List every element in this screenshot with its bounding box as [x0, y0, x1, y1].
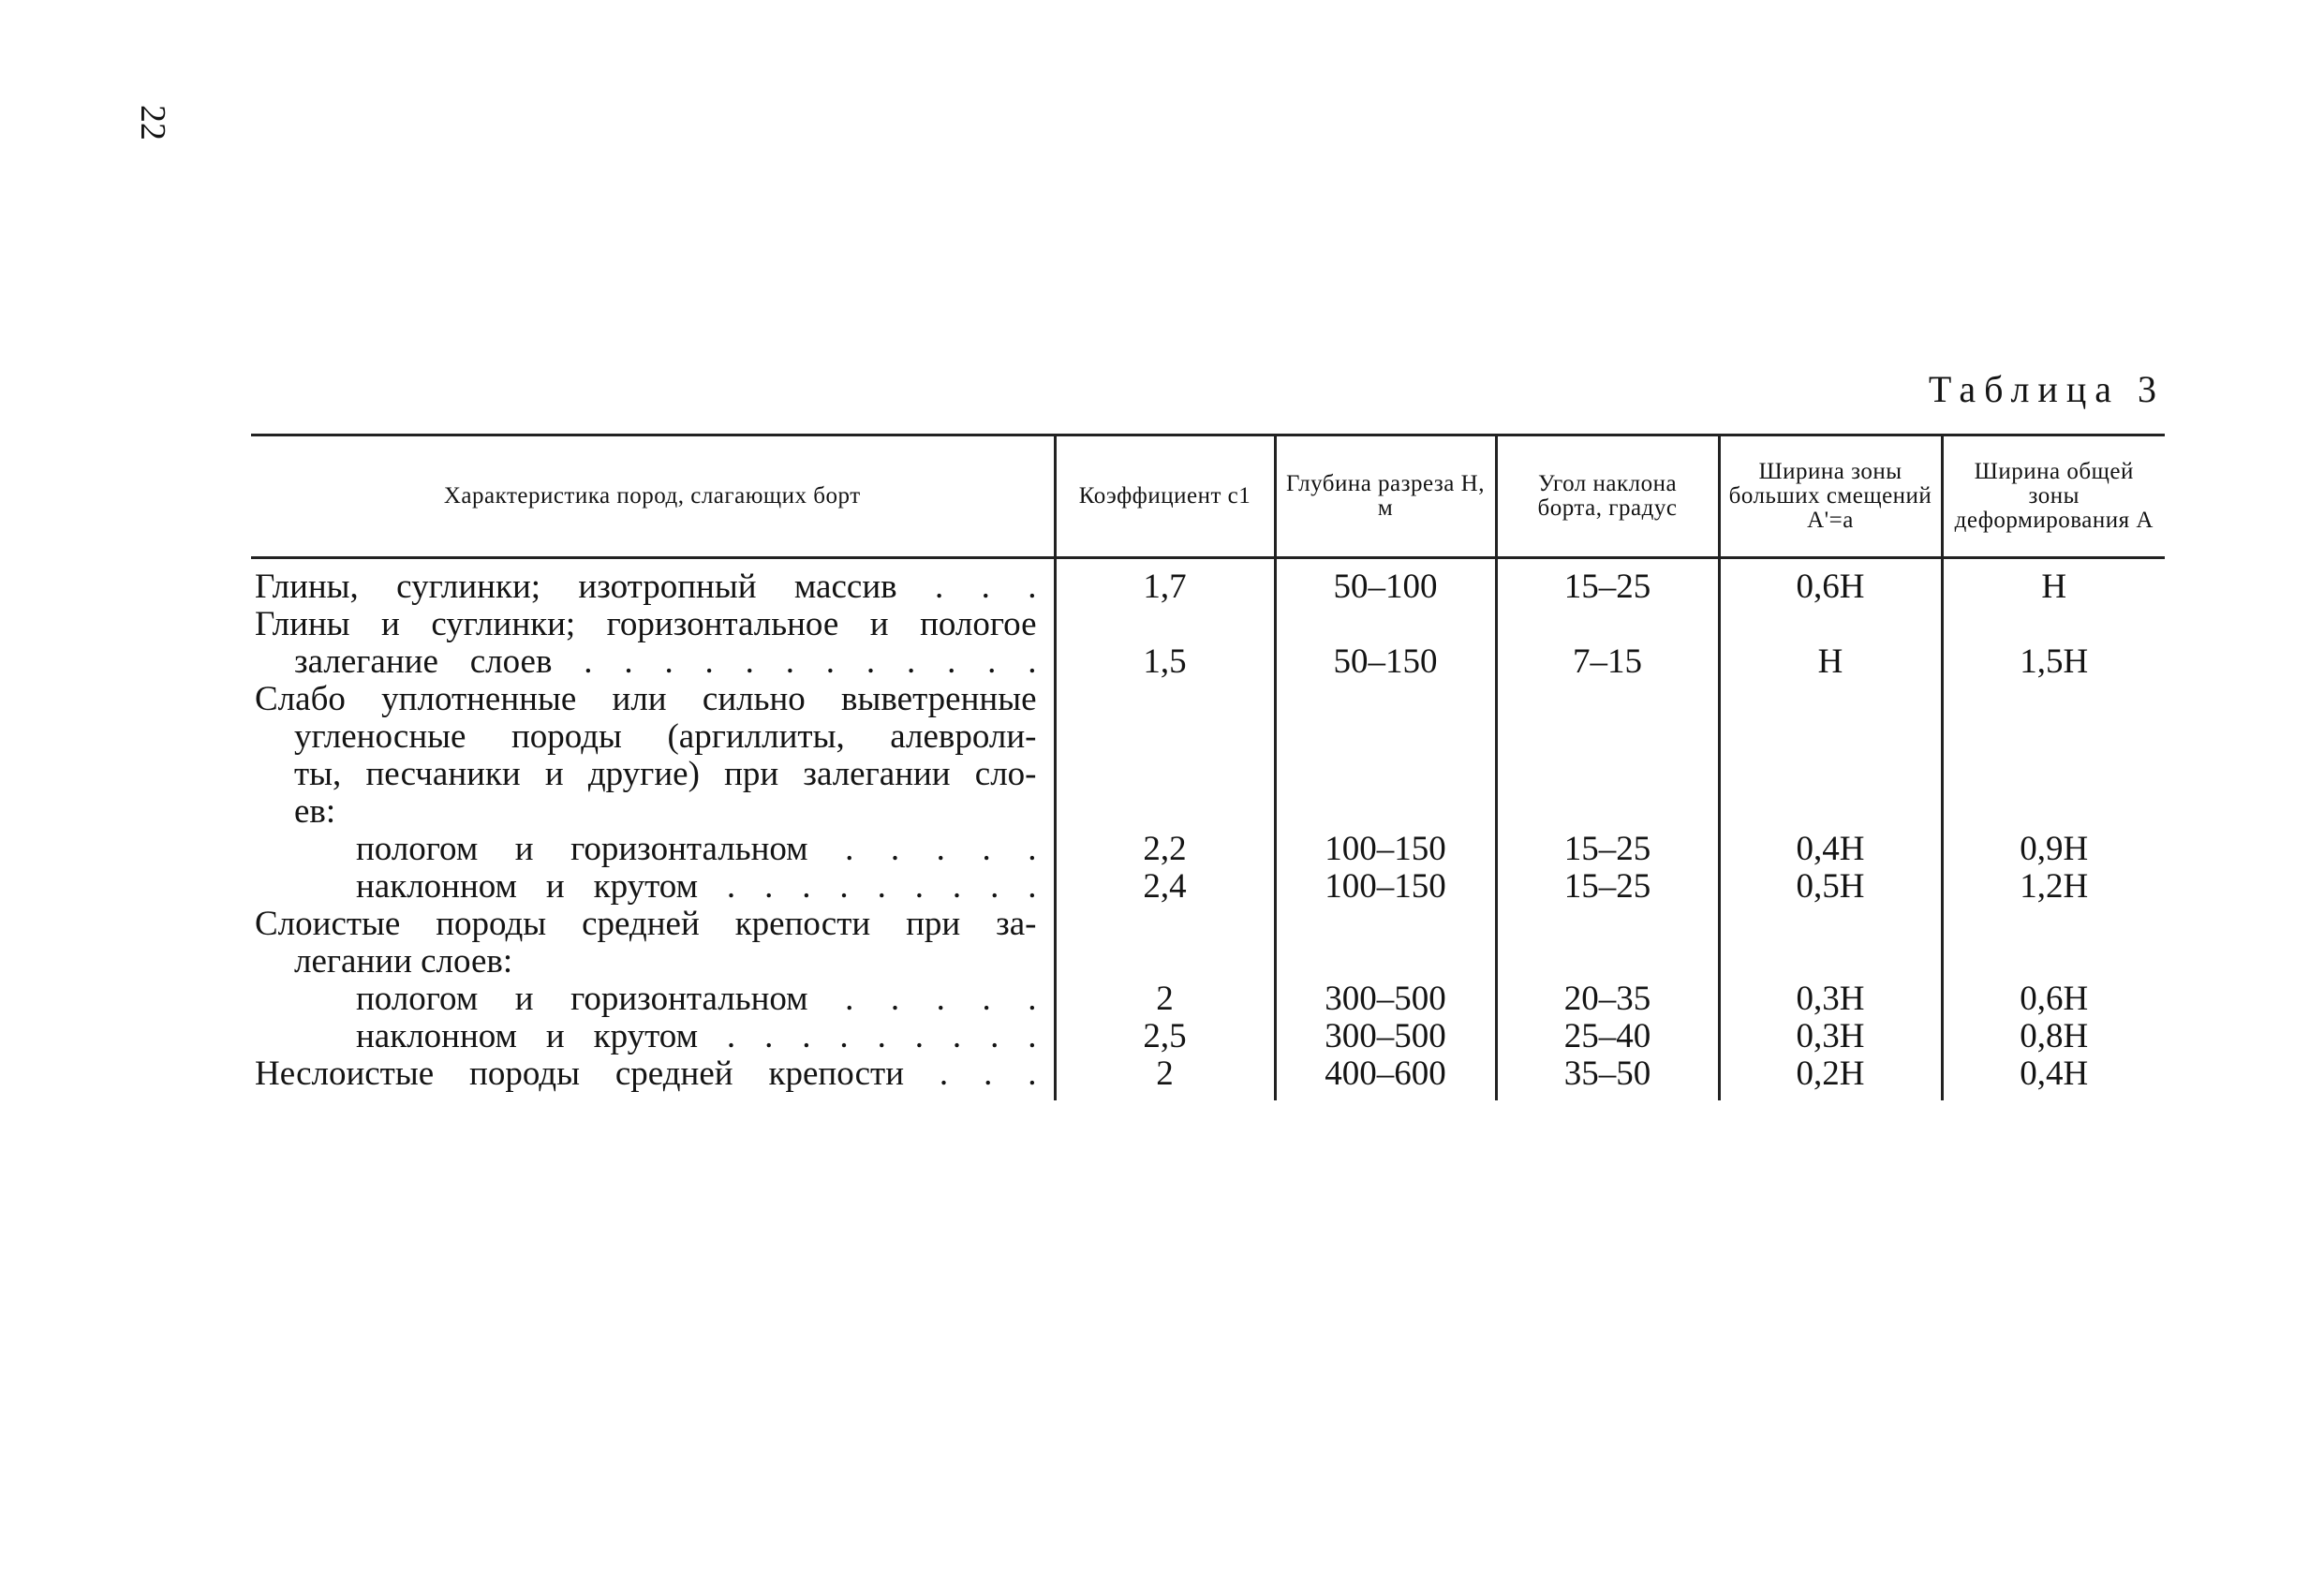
cell-depth: 50–100	[1275, 558, 1496, 607]
description-line: пологом и горизонтальном . . . . .	[356, 830, 1037, 868]
description-line: пологом и горизонтальном . . . . .	[356, 980, 1037, 1018]
cell-total-deformation: 1,5Н	[1942, 606, 2165, 681]
header-large-displacement-zone: Ширина зоны больших смещений А'=а	[1719, 435, 1942, 558]
cell-coefficient: 1,7	[1055, 558, 1275, 607]
cell-depth	[1275, 906, 1496, 981]
description-line: угленосные породы (аргиллиты, алевроли-	[294, 717, 1037, 756]
cell-total-deformation: 0,6Н	[1942, 981, 2165, 1018]
cell-total-deformation: Н	[1942, 558, 2165, 607]
cell-angle: 15–25	[1496, 831, 1719, 868]
description-line: ты, песчаники и другие) при залегании сло-	[294, 755, 1037, 793]
table-row	[251, 906, 2165, 981]
cell-angle	[1496, 906, 1719, 981]
description-line: Глины и суглинки; горизонтальное и пологое	[255, 605, 1037, 643]
description-line: наклонном и крутом . . . . . . . . .	[356, 1017, 1037, 1055]
cell-total-deformation: 0,8Н	[1942, 1018, 2165, 1055]
table-row	[251, 831, 2165, 868]
table-header-row	[251, 435, 2165, 558]
cell-total-deformation: 0,4Н	[1942, 1055, 2165, 1100]
description-line: Неслоистые породы средней крепости . . .	[255, 1055, 1037, 1093]
cell-coefficient: 2,4	[1055, 868, 1275, 906]
cell-large-displacement: 0,5Н	[1719, 868, 1942, 906]
cell-angle: 20–35	[1496, 981, 1719, 1018]
cell-coefficient	[1055, 906, 1275, 981]
cell-large-displacement: 0,3Н	[1719, 981, 1942, 1018]
header-slope-angle: Угол наклона борта, градус	[1496, 435, 1719, 558]
table-row	[251, 558, 2165, 607]
table-row	[251, 606, 2165, 681]
cell-coefficient: 2	[1055, 981, 1275, 1018]
cell-total-deformation	[1942, 906, 2165, 981]
header-coefficient: Коэффициент с1	[1055, 435, 1275, 558]
cell-total-deformation	[1942, 681, 2165, 831]
header-total-deformation-zone: Ширина общей зоны деформирования А	[1942, 435, 2165, 558]
row-description	[251, 558, 1055, 607]
cell-depth: 100–150	[1275, 868, 1496, 906]
cell-angle	[1496, 681, 1719, 831]
row-description	[251, 906, 1055, 981]
cell-total-deformation: 1,2Н	[1942, 868, 2165, 906]
row-description	[251, 681, 1055, 831]
table-row	[251, 1055, 2165, 1100]
table-row	[251, 868, 2165, 906]
row-description	[251, 981, 1055, 1018]
description-line: Слоистые породы средней крепости при за-	[255, 905, 1037, 943]
cell-depth: 400–600	[1275, 1055, 1496, 1100]
cell-depth	[1275, 681, 1496, 831]
header-rock-characteristics: Характеристика пород, слагающих борт	[251, 435, 1055, 558]
table-row	[251, 681, 2165, 831]
description-line: Глины, суглинки; изотропный массив . . .	[255, 568, 1037, 606]
cell-large-displacement: 0,3Н	[1719, 1018, 1942, 1055]
row-description	[251, 1055, 1055, 1100]
row-description	[251, 868, 1055, 906]
cell-large-displacement: 0,4Н	[1719, 831, 1942, 868]
cell-angle: 35–50	[1496, 1055, 1719, 1100]
header-depth: Глубина разреза Н, м	[1275, 435, 1496, 558]
row-description	[251, 1018, 1055, 1055]
description-line: легании слоев:	[294, 942, 513, 981]
cell-large-displacement	[1719, 906, 1942, 981]
table-row	[251, 981, 2165, 1018]
cell-large-displacement	[1719, 681, 1942, 831]
description-line: Слабо уплотненные или сильно выветренные	[255, 680, 1037, 718]
row-description	[251, 606, 1055, 681]
cell-coefficient: 1,5	[1055, 606, 1275, 681]
cell-depth: 300–500	[1275, 1018, 1496, 1055]
cell-coefficient	[1055, 681, 1275, 831]
description-line: залегание слоев . . . . . . . . . . . .	[294, 642, 1037, 681]
cell-large-displacement: Н	[1719, 606, 1942, 681]
cell-coefficient: 2,5	[1055, 1018, 1275, 1055]
cell-angle: 7–15	[1496, 606, 1719, 681]
row-description	[251, 831, 1055, 868]
cell-large-displacement: 0,2Н	[1719, 1055, 1942, 1100]
description-line: наклонном и крутом . . . . . . . . .	[356, 867, 1037, 906]
cell-angle: 15–25	[1496, 868, 1719, 906]
page-number: 22	[133, 105, 172, 140]
table-caption: Таблица 3	[1928, 368, 2165, 410]
cell-coefficient: 2,2	[1055, 831, 1275, 868]
cell-depth: 100–150	[1275, 831, 1496, 868]
cell-angle: 25–40	[1496, 1018, 1719, 1055]
cell-large-displacement: 0,6Н	[1719, 558, 1942, 607]
cell-depth: 50–150	[1275, 606, 1496, 681]
cell-depth: 300–500	[1275, 981, 1496, 1018]
table-row	[251, 1018, 2165, 1055]
cell-coefficient: 2	[1055, 1055, 1275, 1100]
cell-total-deformation: 0,9Н	[1942, 831, 2165, 868]
rock-deformation-table	[251, 434, 2165, 1100]
description-line: ев:	[294, 792, 336, 831]
cell-angle: 15–25	[1496, 558, 1719, 607]
